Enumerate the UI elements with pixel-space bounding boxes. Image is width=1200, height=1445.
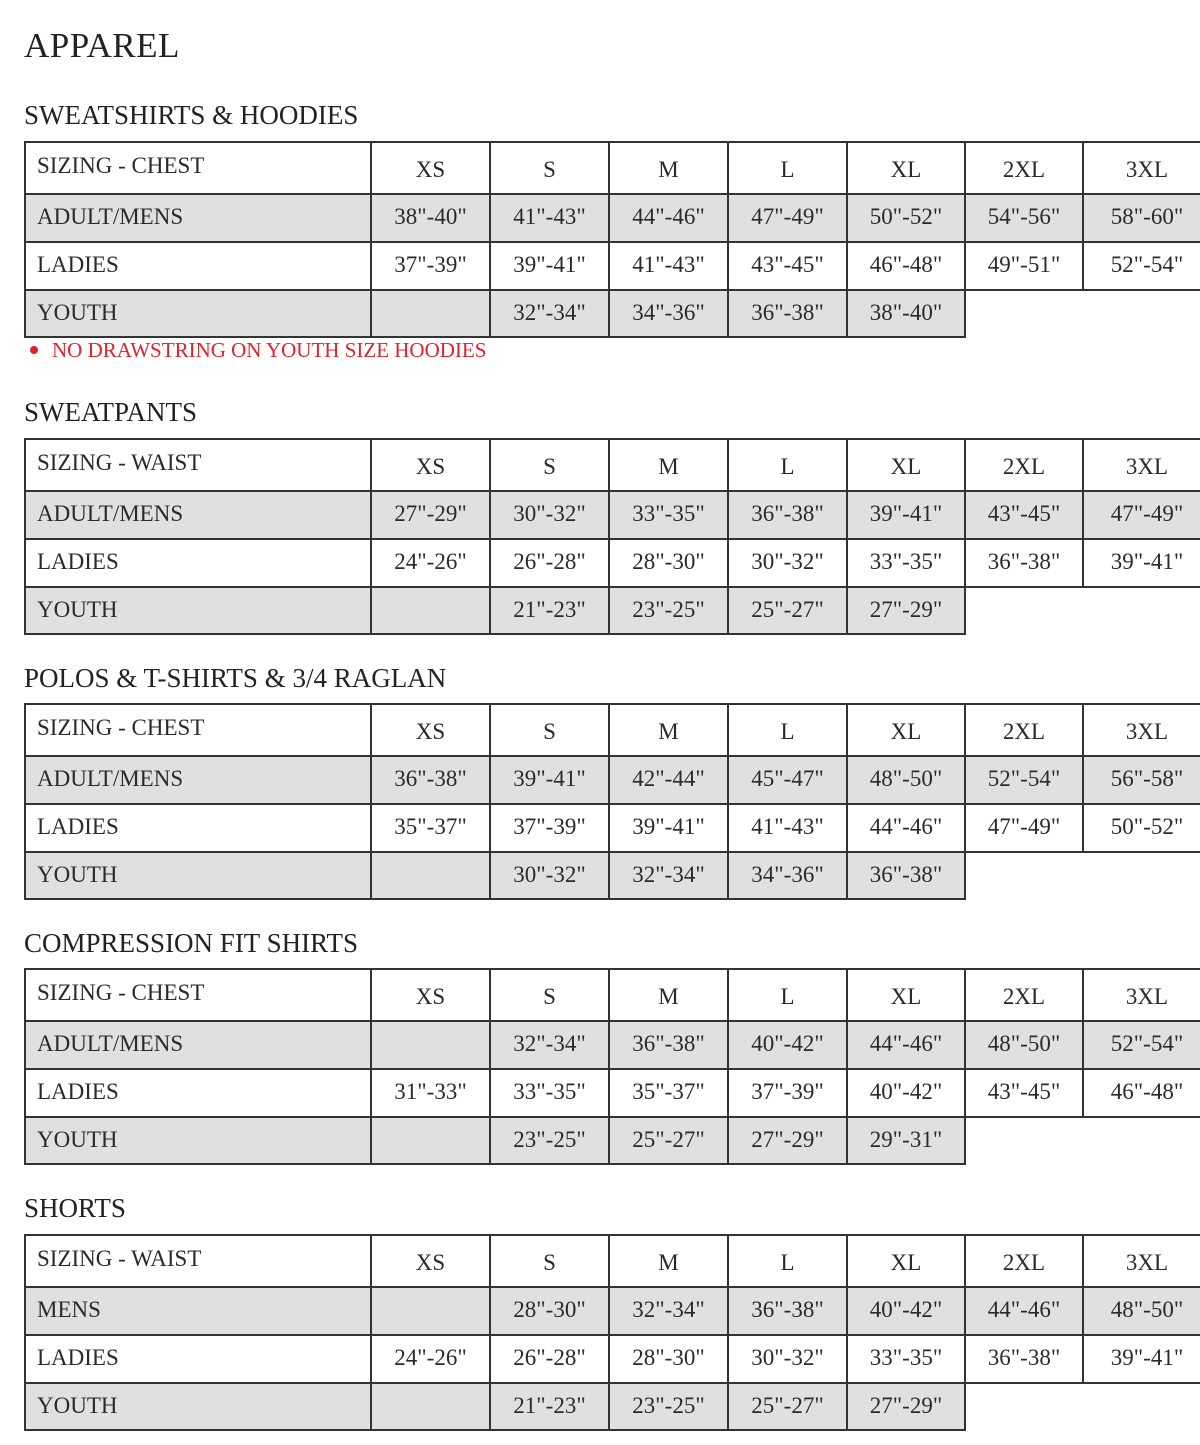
size-value-cell: 36"-38" bbox=[964, 538, 1084, 588]
size-value-cell: 47"-49" bbox=[964, 803, 1084, 853]
size-value-cell bbox=[370, 586, 491, 635]
size-value-cell: 45"-47" bbox=[727, 755, 848, 805]
size-value-cell: 40"-42" bbox=[727, 1020, 848, 1070]
size-value-cell: 37"-39" bbox=[489, 803, 610, 853]
row-label-adult-mens: ADULT/MENS bbox=[24, 490, 372, 540]
size-header-3xl: 3XL bbox=[1082, 141, 1200, 195]
size-value-cell: 36"-38" bbox=[370, 755, 491, 805]
size-value-cell: 32"-34" bbox=[608, 851, 729, 900]
size-value-cell: 21"-23" bbox=[489, 586, 610, 635]
size-value-cell: 23"-25" bbox=[608, 586, 729, 635]
size-value-cell: 28"-30" bbox=[608, 1334, 729, 1384]
size-value-cell: 30"-32" bbox=[489, 851, 610, 900]
size-value-cell: 38"-40" bbox=[846, 289, 966, 338]
size-header-m: M bbox=[608, 438, 729, 492]
size-value-cell: 39"-41" bbox=[489, 241, 610, 291]
size-value-cell: 56"-58" bbox=[1082, 755, 1200, 805]
size-value-cell: 43"-45" bbox=[964, 490, 1084, 540]
row-label-youth: YOUTH bbox=[24, 851, 372, 900]
page-title: APPAREL bbox=[24, 26, 180, 65]
row-label-ladies: LADIES bbox=[24, 538, 372, 588]
size-value-cell: 23"-25" bbox=[608, 1382, 729, 1431]
size-value-cell: 27"-29" bbox=[846, 1382, 966, 1431]
size-value-cell: 25"-27" bbox=[608, 1116, 729, 1165]
size-header-xs: XS bbox=[370, 438, 491, 492]
size-value-cell: 24"-26" bbox=[370, 1334, 491, 1384]
size-value-cell: 46"-48" bbox=[846, 241, 966, 291]
header-label-cell: SIZING - CHEST bbox=[24, 703, 372, 757]
row-label-ladies: LADIES bbox=[24, 1334, 372, 1384]
size-header-2xl: 2XL bbox=[964, 141, 1084, 195]
size-value-cell: 42"-44" bbox=[608, 755, 729, 805]
header-label-cell: SIZING - CHEST bbox=[24, 141, 372, 195]
size-table-sweatpants bbox=[24, 438, 1200, 633]
size-value-cell: 52"-54" bbox=[1082, 1020, 1200, 1070]
size-table-shorts bbox=[24, 1234, 1200, 1429]
size-table-polos-tshirts-raglan bbox=[24, 703, 1200, 898]
size-value-cell: 39"-41" bbox=[489, 755, 610, 805]
size-header-2xl: 2XL bbox=[964, 1234, 1084, 1288]
size-value-cell bbox=[370, 289, 491, 338]
size-value-cell: 44"-46" bbox=[846, 803, 966, 853]
section-title-sweatpants: SWEATPANTS bbox=[24, 397, 198, 427]
row-label-adult-mens: ADULT/MENS bbox=[24, 193, 372, 243]
size-value-cell: 36"-38" bbox=[727, 490, 848, 540]
size-value-cell: 36"-38" bbox=[608, 1020, 729, 1070]
size-table-compression-fit-shirts bbox=[24, 968, 1200, 1163]
size-value-cell: 27"-29" bbox=[727, 1116, 848, 1165]
size-header-xl: XL bbox=[846, 438, 966, 492]
size-header-l: L bbox=[727, 703, 848, 757]
size-header-s: S bbox=[489, 141, 610, 195]
section-title-sweatshirts-hoodies: SWEATSHIRTS & HOODIES bbox=[24, 100, 359, 130]
row-label-ladies: LADIES bbox=[24, 241, 372, 291]
size-value-cell: 24"-26" bbox=[370, 538, 491, 588]
size-header-s: S bbox=[489, 1234, 610, 1288]
size-value-cell: 54"-56" bbox=[964, 193, 1084, 243]
size-value-cell: 44"-46" bbox=[964, 1286, 1084, 1336]
size-value-cell: 43"-45" bbox=[727, 241, 848, 291]
size-value-cell: 23"-25" bbox=[489, 1116, 610, 1165]
size-value-cell: 28"-30" bbox=[489, 1286, 610, 1336]
size-value-cell: 35"-37" bbox=[608, 1068, 729, 1118]
size-value-cell: 36"-38" bbox=[727, 1286, 848, 1336]
size-value-cell: 32"-34" bbox=[489, 1020, 610, 1070]
size-value-cell: 58"-60" bbox=[1082, 193, 1200, 243]
size-value-cell: 33"-35" bbox=[489, 1068, 610, 1118]
size-header-xl: XL bbox=[846, 968, 966, 1022]
row-label-ladies: LADIES bbox=[24, 1068, 372, 1118]
size-header-xl: XL bbox=[846, 141, 966, 195]
size-value-cell: 52"-54" bbox=[1082, 241, 1200, 291]
size-value-cell: 21"-23" bbox=[489, 1382, 610, 1431]
size-header-xs: XS bbox=[370, 703, 491, 757]
size-value-cell: 41"-43" bbox=[489, 193, 610, 243]
size-value-cell: 48"-50" bbox=[846, 755, 966, 805]
youth-hoodie-note bbox=[30, 338, 486, 363]
size-header-l: L bbox=[727, 1234, 848, 1288]
size-header-xs: XS bbox=[370, 141, 491, 195]
size-value-cell: 32"-34" bbox=[489, 289, 610, 338]
size-header-m: M bbox=[608, 1234, 729, 1288]
size-value-cell: 44"-46" bbox=[608, 193, 729, 243]
size-value-cell: 30"-32" bbox=[727, 1334, 848, 1384]
size-header-xs: XS bbox=[370, 1234, 491, 1288]
size-header-xl: XL bbox=[846, 1234, 966, 1288]
size-value-cell: 34"-36" bbox=[727, 851, 848, 900]
size-header-l: L bbox=[727, 141, 848, 195]
section-title-polos-tshirts-raglan: POLOS & T-SHIRTS & 3/4 RAGLAN bbox=[24, 663, 447, 693]
size-value-cell: 37"-39" bbox=[370, 241, 491, 291]
size-value-cell: 50"-52" bbox=[1082, 803, 1200, 853]
size-value-cell: 33"-35" bbox=[846, 538, 966, 588]
row-label-youth: YOUTH bbox=[24, 586, 372, 635]
size-value-cell: 34"-36" bbox=[608, 289, 729, 338]
size-value-cell: 30"-32" bbox=[727, 538, 848, 588]
size-value-cell: 35"-37" bbox=[370, 803, 491, 853]
size-header-m: M bbox=[608, 968, 729, 1022]
bullet-icon bbox=[30, 346, 38, 354]
size-value-cell: 36"-38" bbox=[846, 851, 966, 900]
size-value-cell: 40"-42" bbox=[846, 1068, 966, 1118]
size-value-cell bbox=[370, 1116, 491, 1165]
size-value-cell: 25"-27" bbox=[727, 1382, 848, 1431]
size-value-cell bbox=[370, 1286, 491, 1336]
header-label-cell: SIZING - WAIST bbox=[24, 1234, 372, 1288]
size-header-3xl: 3XL bbox=[1082, 703, 1200, 757]
size-value-cell bbox=[370, 851, 491, 900]
size-value-cell: 39"-41" bbox=[1082, 538, 1200, 588]
size-value-cell bbox=[370, 1020, 491, 1070]
size-header-2xl: 2XL bbox=[964, 438, 1084, 492]
size-value-cell: 37"-39" bbox=[727, 1068, 848, 1118]
size-header-l: L bbox=[727, 968, 848, 1022]
size-value-cell: 52"-54" bbox=[964, 755, 1084, 805]
size-value-cell: 36"-38" bbox=[727, 289, 848, 338]
size-header-s: S bbox=[489, 703, 610, 757]
row-label-adult-mens: ADULT/MENS bbox=[24, 755, 372, 805]
size-header-m: M bbox=[608, 141, 729, 195]
size-value-cell: 50"-52" bbox=[846, 193, 966, 243]
row-label-youth: YOUTH bbox=[24, 1116, 372, 1165]
size-value-cell: 29"-31" bbox=[846, 1116, 966, 1165]
size-value-cell: 39"-41" bbox=[1082, 1334, 1200, 1384]
section-title-compression-fit-shirts: COMPRESSION FIT SHIRTS bbox=[24, 928, 358, 958]
size-value-cell: 47"-49" bbox=[727, 193, 848, 243]
size-table-sweatshirts-hoodies bbox=[24, 141, 1200, 336]
row-label-ladies: LADIES bbox=[24, 803, 372, 853]
size-value-cell: 33"-35" bbox=[846, 1334, 966, 1384]
size-value-cell: 26"-28" bbox=[489, 1334, 610, 1384]
size-header-2xl: 2XL bbox=[964, 968, 1084, 1022]
section-title-shorts: SHORTS bbox=[24, 1193, 126, 1223]
size-value-cell: 27"-29" bbox=[370, 490, 491, 540]
size-value-cell: 30"-32" bbox=[489, 490, 610, 540]
size-header-3xl: 3XL bbox=[1082, 438, 1200, 492]
size-header-2xl: 2XL bbox=[964, 703, 1084, 757]
size-value-cell: 31"-33" bbox=[370, 1068, 491, 1118]
size-value-cell: 43"-45" bbox=[964, 1068, 1084, 1118]
size-value-cell bbox=[370, 1382, 491, 1431]
size-header-s: S bbox=[489, 438, 610, 492]
row-label-youth: YOUTH bbox=[24, 289, 372, 338]
size-header-l: L bbox=[727, 438, 848, 492]
size-value-cell: 41"-43" bbox=[727, 803, 848, 853]
size-value-cell: 28"-30" bbox=[608, 538, 729, 588]
size-value-cell: 44"-46" bbox=[846, 1020, 966, 1070]
row-label-youth: YOUTH bbox=[24, 1382, 372, 1431]
header-label-cell: SIZING - CHEST bbox=[24, 968, 372, 1022]
size-value-cell: 38"-40" bbox=[370, 193, 491, 243]
size-header-s: S bbox=[489, 968, 610, 1022]
size-header-3xl: 3XL bbox=[1082, 968, 1200, 1022]
size-value-cell: 39"-41" bbox=[846, 490, 966, 540]
size-header-m: M bbox=[608, 703, 729, 757]
size-value-cell: 41"-43" bbox=[608, 241, 729, 291]
size-value-cell: 40"-42" bbox=[846, 1286, 966, 1336]
size-value-cell: 46"-48" bbox=[1082, 1068, 1200, 1118]
size-value-cell: 39"-41" bbox=[608, 803, 729, 853]
size-value-cell: 25"-27" bbox=[727, 586, 848, 635]
size-value-cell: 49"-51" bbox=[964, 241, 1084, 291]
size-value-cell: 27"-29" bbox=[846, 586, 966, 635]
size-value-cell: 48"-50" bbox=[1082, 1286, 1200, 1336]
size-header-xl: XL bbox=[846, 703, 966, 757]
size-value-cell: 26"-28" bbox=[489, 538, 610, 588]
size-value-cell: 36"-38" bbox=[964, 1334, 1084, 1384]
size-value-cell: 33"-35" bbox=[608, 490, 729, 540]
size-value-cell: 47"-49" bbox=[1082, 490, 1200, 540]
note-text: NO DRAWSTRING ON YOUTH SIZE HOODIES bbox=[52, 338, 487, 362]
row-label-mens: MENS bbox=[24, 1286, 372, 1336]
header-label-cell: SIZING - WAIST bbox=[24, 438, 372, 492]
row-label-adult-mens: ADULT/MENS bbox=[24, 1020, 372, 1070]
size-value-cell: 48"-50" bbox=[964, 1020, 1084, 1070]
size-value-cell: 32"-34" bbox=[608, 1286, 729, 1336]
size-header-3xl: 3XL bbox=[1082, 1234, 1200, 1288]
size-header-xs: XS bbox=[370, 968, 491, 1022]
